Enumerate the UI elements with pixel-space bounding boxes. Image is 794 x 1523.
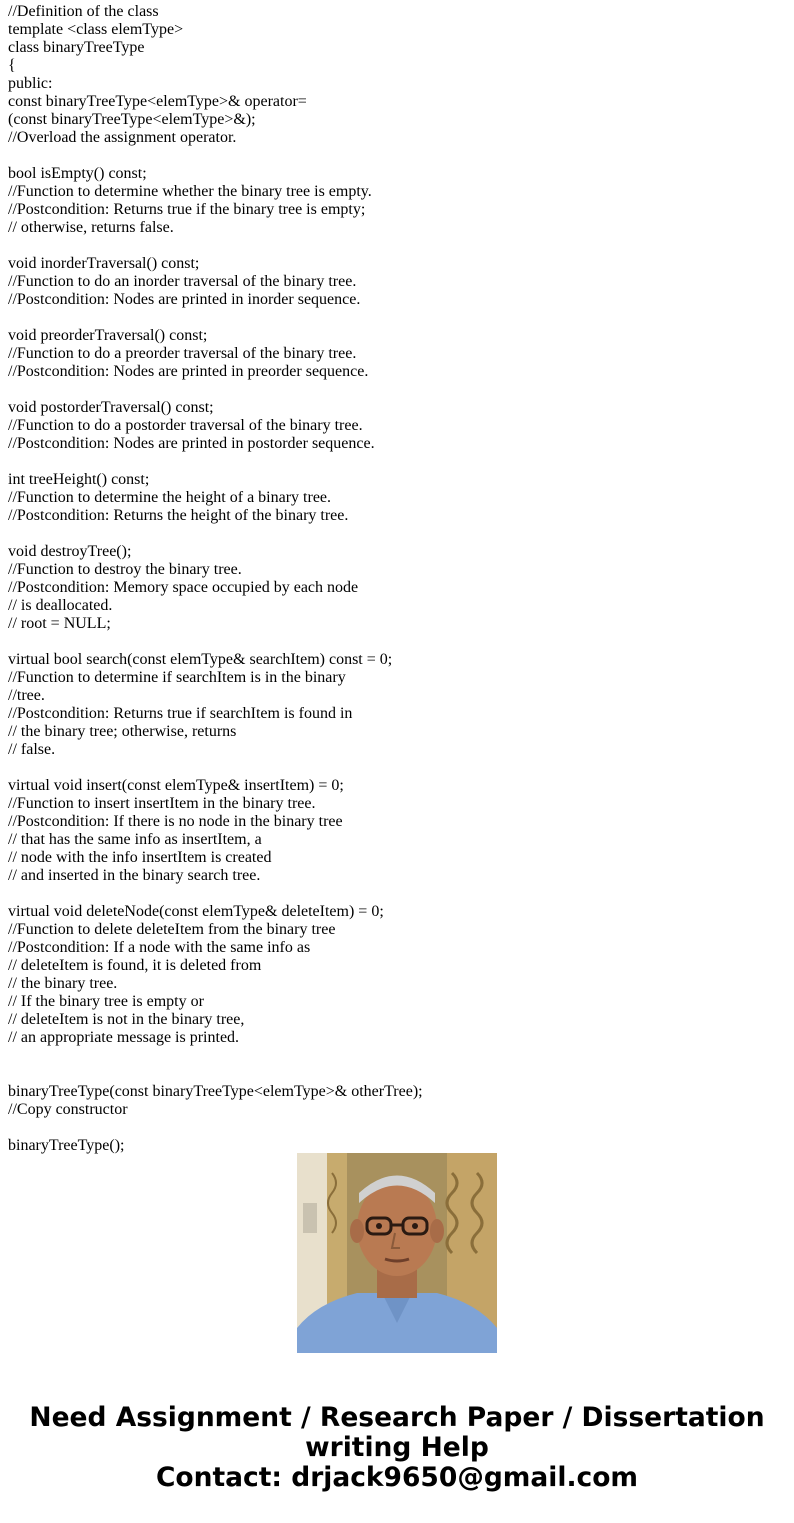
code-line: // deleteItem is found, it is deleted from — [8, 957, 262, 974]
code-line: template <class elemType> — [8, 21, 184, 38]
code-line: void destroyTree(); — [8, 543, 132, 560]
code-line: // node with the info insertItem is created — [8, 849, 272, 866]
code-line: //Definition of the class — [8, 3, 159, 20]
code-line: //Function to do an inorder traversal of the binary tree. — [8, 273, 357, 290]
footer-contact-email: Contact: drjack9650@gmail.com — [155, 1462, 639, 1493]
code-line: //tree. — [8, 687, 45, 704]
code-line: //Postcondition: If there is no node in the binary tree — [8, 813, 343, 830]
code-line: // deleteItem is not in the binary tree, — [8, 1011, 245, 1028]
code-line: //Function to do a postorder traversal of the binary tree. — [8, 417, 363, 434]
code-line: // that has the same info as insertItem, a — [8, 831, 262, 848]
code-line: //Overload the assignment operator. — [8, 129, 237, 146]
code-line — [8, 309, 788, 327]
code-line: class binaryTreeType — [8, 39, 145, 56]
code-line — [8, 147, 788, 165]
code-line — [8, 633, 788, 651]
code-line: // root = NULL; — [8, 615, 111, 632]
code-line: bool isEmpty() const; — [8, 165, 147, 182]
code-line: //Postcondition: Nodes are printed in inorder sequence. — [8, 291, 361, 308]
code-line: //Copy constructor — [8, 1101, 128, 1118]
code-line: //Function to determine if searchItem is in the binary — [8, 669, 346, 686]
code-line: const binaryTreeType<elemType>& operator= — [8, 93, 307, 110]
code-line: //Postcondition: Memory space occupied by each node — [8, 579, 359, 596]
code-line: int treeHeight() const; — [8, 471, 150, 488]
code-line: { — [8, 57, 16, 74]
code-line — [8, 885, 788, 903]
code-line — [8, 525, 788, 543]
code-line: //Function to delete deleteItem from the binary tree — [8, 921, 336, 938]
code-line — [8, 1065, 788, 1083]
footer-headline-continued: writing Help — [305, 1432, 489, 1463]
code-line — [8, 759, 788, 777]
code-line: //Postcondition: Returns the height of the binary tree. — [8, 507, 349, 524]
code-line: // otherwise, returns false. — [8, 219, 174, 236]
code-line: //Function to destroy the binary tree. — [8, 561, 242, 578]
code-line: // false. — [8, 741, 56, 758]
code-line — [8, 381, 788, 399]
help-contact-footer — [0, 1403, 794, 1493]
code-line: // the binary tree. — [8, 975, 118, 992]
code-line: //Function to insert insertItem in the binary tree. — [8, 795, 316, 812]
code-line: //Function to determine the height of a binary tree. — [8, 489, 332, 506]
code-line: // an appropriate message is printed. — [8, 1029, 240, 1046]
footer-headline: Need Assignment / Research Paper / Dissertation — [29, 1402, 765, 1433]
code-line: //Postcondition: Returns true if the binary tree is empty; — [8, 201, 366, 218]
author-avatar — [297, 1153, 497, 1353]
code-line: //Postcondition: If a node with the same info as — [8, 939, 311, 956]
code-line: //Postcondition: Nodes are printed in postorder sequence. — [8, 435, 375, 452]
code-line: binaryTreeType(); — [8, 1137, 125, 1154]
code-line: //Function to determine whether the binary tree is empty. — [8, 183, 372, 200]
code-listing — [8, 3, 788, 1154]
code-line — [8, 453, 788, 471]
code-line: void postorderTraversal() const; — [8, 399, 214, 416]
code-line: virtual void insert(const elemType& insertItem) = 0; — [8, 777, 344, 794]
code-line: void preorderTraversal() const; — [8, 327, 208, 344]
code-line: void inorderTraversal() const; — [8, 255, 200, 272]
code-line: // the binary tree; otherwise, returns — [8, 723, 237, 740]
code-line: (const binaryTreeType<elemType>&); — [8, 111, 256, 128]
code-line: //Function to do a preorder traversal of the binary tree. — [8, 345, 357, 362]
person-photo-icon — [297, 1153, 497, 1353]
code-line — [8, 237, 788, 255]
code-line: //Postcondition: Returns true if searchItem is found in — [8, 705, 353, 722]
code-line: // is deallocated. — [8, 597, 113, 614]
code-line: virtual bool search(const elemType& searchItem) const = 0; — [8, 651, 393, 668]
code-line: binaryTreeType(const binaryTreeType<elemType>& otherTree); — [8, 1083, 423, 1100]
code-line: //Postcondition: Nodes are printed in preorder sequence. — [8, 363, 369, 380]
code-line: // If the binary tree is empty or — [8, 993, 204, 1010]
code-line: virtual void deleteNode(const elemType& deleteItem) = 0; — [8, 903, 384, 920]
code-line: public: — [8, 75, 53, 92]
code-line — [8, 1047, 788, 1065]
code-line: // and inserted in the binary search tree. — [8, 867, 261, 884]
code-line — [8, 1119, 788, 1137]
